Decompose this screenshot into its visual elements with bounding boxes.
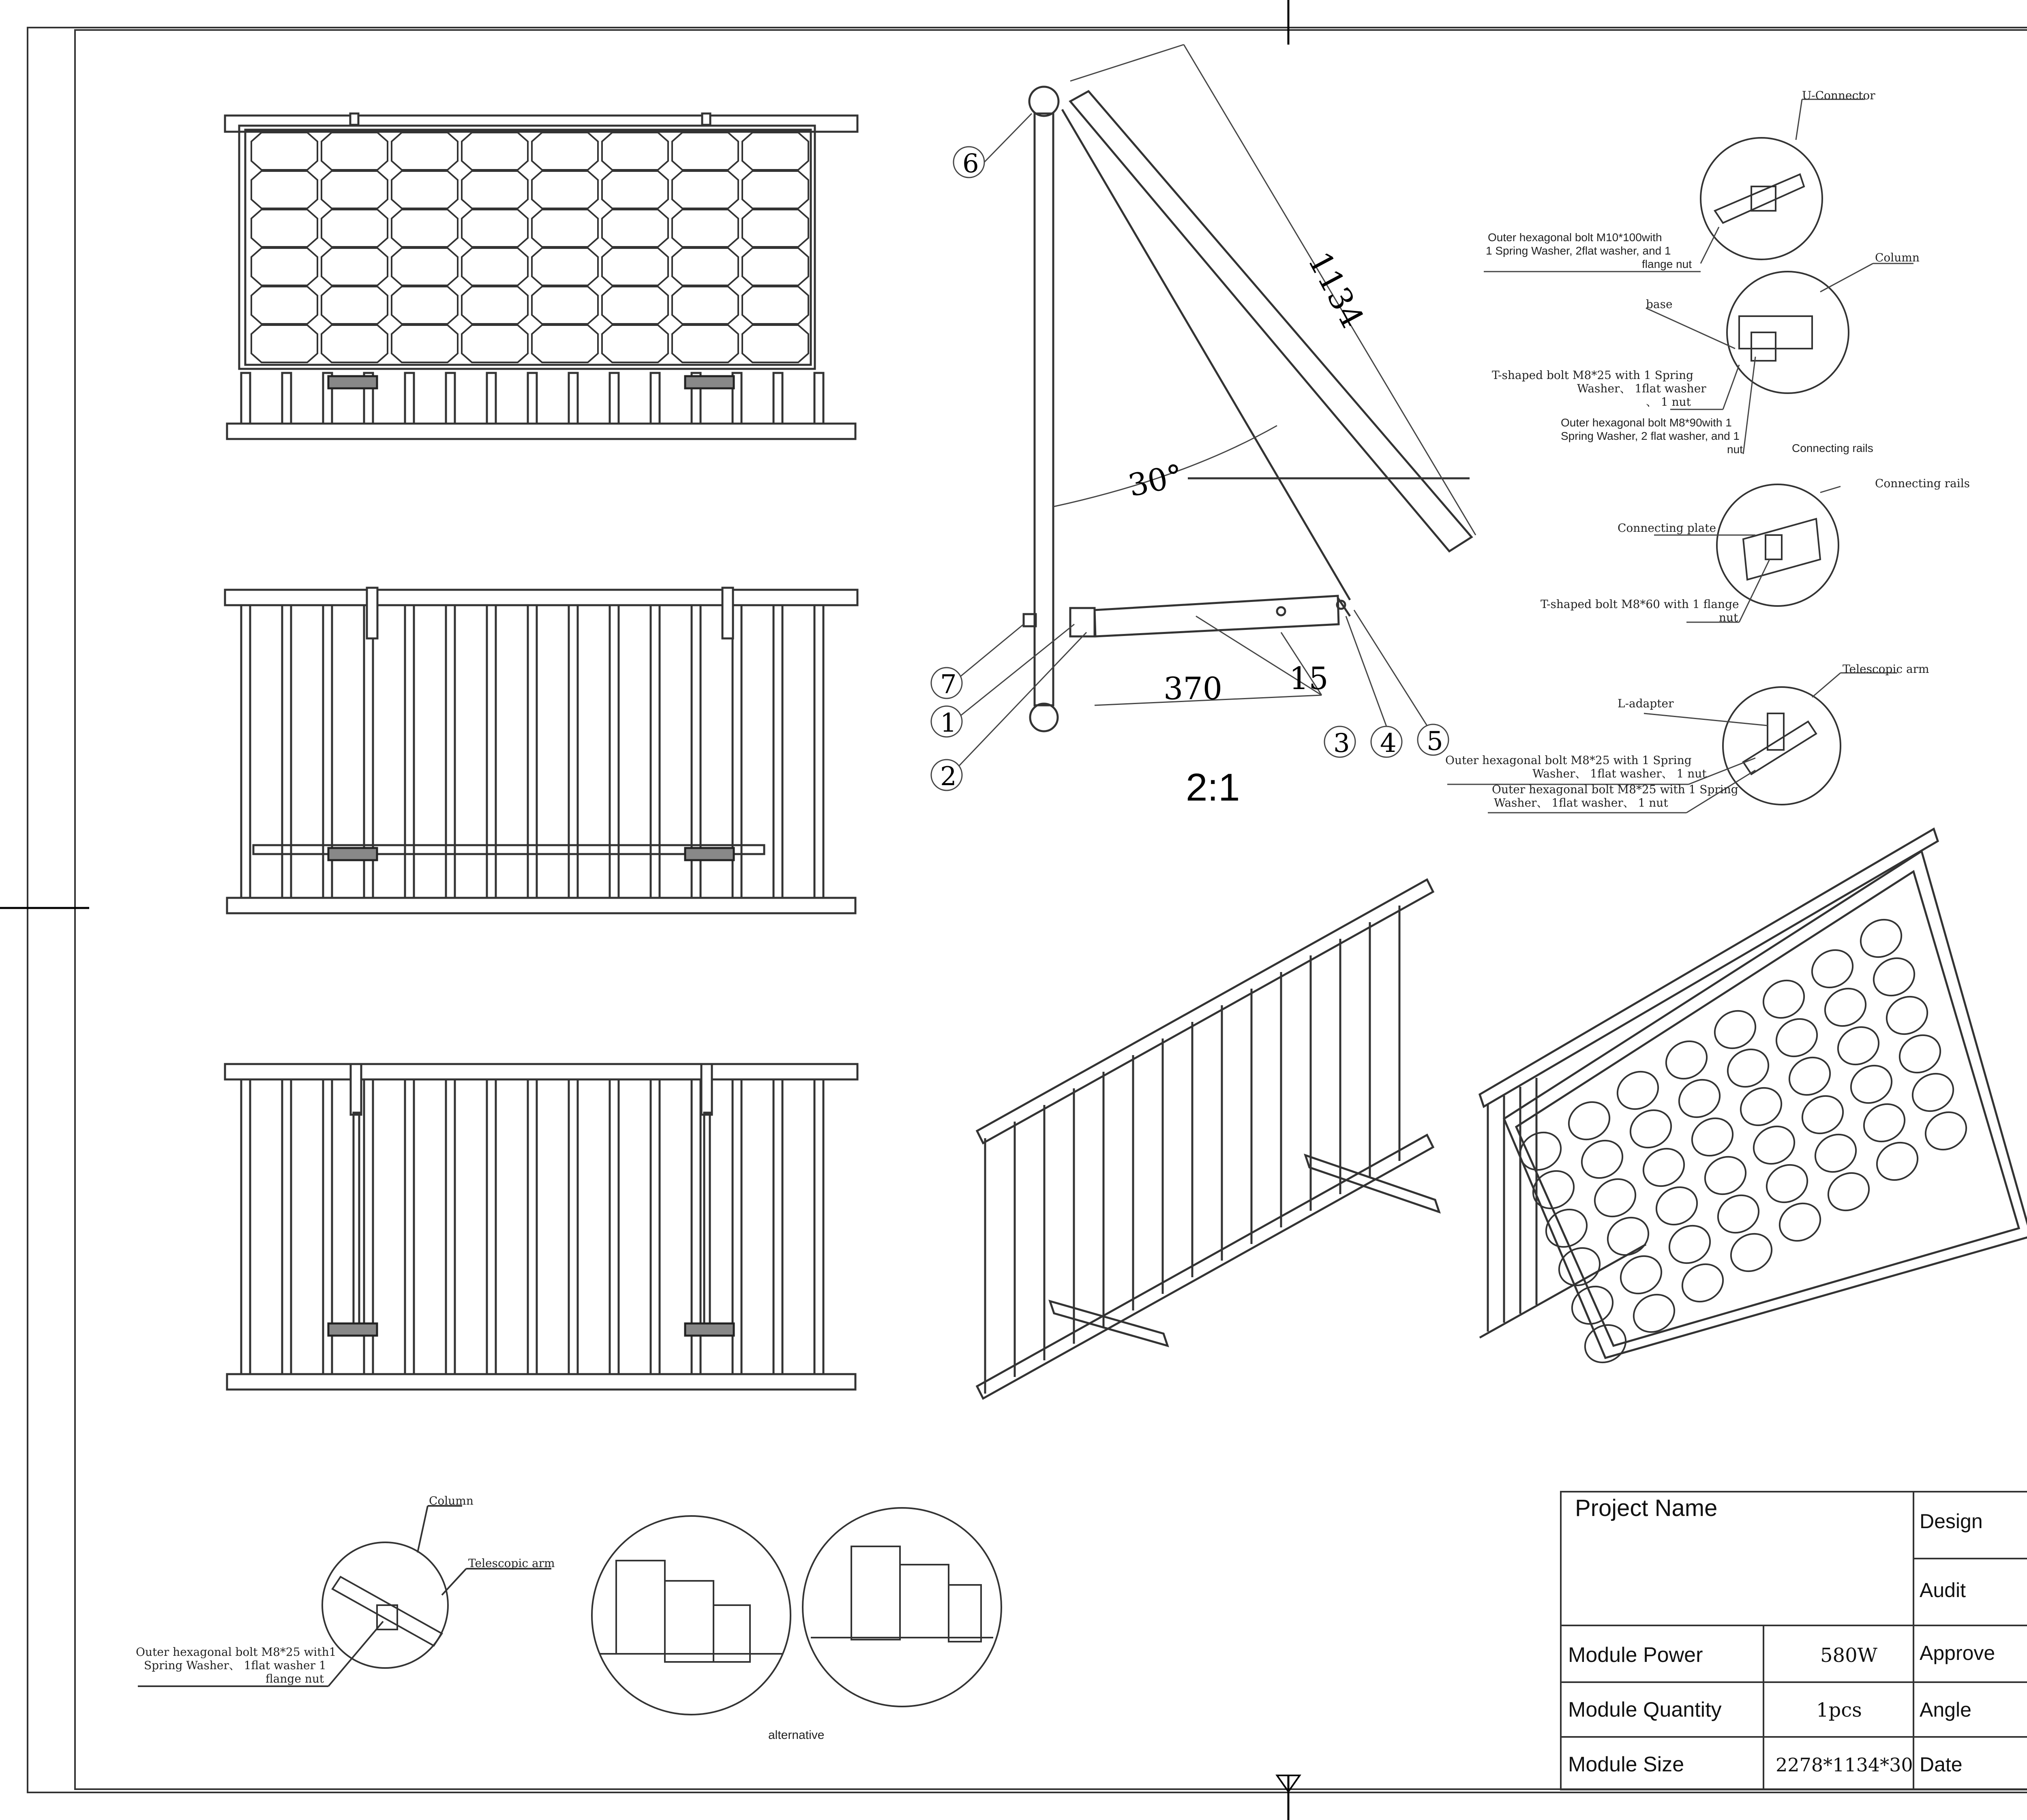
bottom-callout-bolt-1: Outer hexagonal bolt M8*25 with1 [136,1645,336,1659]
bottom-callout-column: Column [429,1494,474,1507]
callout-outer-bolt-m10-1: Outer hexagonal bolt M10*100with [1488,231,1662,244]
callout-connecting-plate: Connecting plate [1618,521,1716,535]
callout-connecting-rails-b: Connecting rails [1875,477,1970,490]
module-size-label: Module Size [1568,1753,1684,1776]
dimension-angle: 30° [1125,457,1186,504]
balloon-6: 6 [962,149,979,179]
bottom-callout-bolt-2: Spring Washer、 1flat washer 1 [144,1659,326,1672]
callout-outer-bolt-m8-25b-1: Outer hexagonal bolt M8*25 with 1 Spring [1492,783,1738,796]
balloon-1: 1 [940,708,957,738]
callout-outer-bolt-m8-25b-2: Washer、 1flat washer、 1 nut [1494,796,1668,809]
module-size-value: 2278*1134*30 [1776,1754,1913,1776]
dimension-offset: 15 [1289,660,1328,696]
bottom-callout-bolt-3: flange nut [266,1672,324,1685]
balloon-7: 7 [940,670,957,700]
module-quantity-label: Module Quantity [1568,1698,1722,1722]
callout-t-bolt-m8-60-2: nut [1719,611,1738,624]
alternative-label: alternative [768,1728,825,1742]
callout-connecting-rails-a: Connecting rails [1792,442,1873,454]
angle-label: Angle [1920,1698,1971,1721]
callout-outer-bolt-m10-2: 1 Spring Washer, 2flat washer, and 1 [1486,244,1671,257]
module-power-value: 580W [1820,1644,1877,1667]
dimension-arm: 370 [1163,670,1223,707]
callout-outer-bolt-m8-25a-1: Outer hexagonal bolt M8*25 with 1 Spring [1445,754,1692,767]
callout-t-bolt-m8-25-2: Washer、 1flat washer [1577,382,1706,395]
callout-telescopic-arm: Telescopic arm [1843,662,1929,676]
bottom-callout-telescopic-arm: Telescopic arm [468,1557,555,1570]
callout-column: Column [1875,251,1920,264]
callout-outer-bolt-m8-90-3: nut [1727,443,1743,456]
callout-outer-bolt-m8-90-1: Outer hexagonal bolt M8*90with 1 [1561,416,1732,429]
dimension-length: 1134 [1301,246,1371,334]
project-name-label: Project Name [1575,1495,1718,1521]
callout-t-bolt-m8-25-1: T-shaped bolt M8*25 with 1 Spring [1492,368,1694,382]
callout-outer-bolt-m8-90-2: Spring Washer, 2 flat washer, and 1 [1561,430,1740,442]
approve-label: Approve [1920,1642,1995,1664]
balloon-2: 2 [940,762,957,792]
scale-label: 2:1 [1186,766,1240,809]
module-power-label: Module Power [1568,1643,1703,1667]
callout-l-adapter: L-adapter [1618,697,1674,710]
balloon-4: 4 [1380,728,1397,758]
design-label: Design [1920,1510,1983,1533]
date-label: Date [1920,1753,1963,1776]
audit-label: Audit [1920,1579,1966,1602]
callout-outer-bolt-m8-25a-2: Washer、 1flat washer、 1 nut [1532,767,1707,780]
module-quantity-value: 1pcs [1816,1699,1862,1722]
callout-u-connector: U-Connector [1802,89,1875,102]
callout-outer-bolt-m10-3: flange nut [1642,258,1692,270]
callout-base: base [1646,298,1673,311]
callout-t-bolt-m8-25-3: 、 1 nut [1646,395,1691,409]
balloon-5: 5 [1427,726,1443,756]
balloon-3: 3 [1333,728,1350,758]
callout-t-bolt-m8-60-1: T-shaped bolt M8*60 with 1 flange [1541,597,1739,611]
